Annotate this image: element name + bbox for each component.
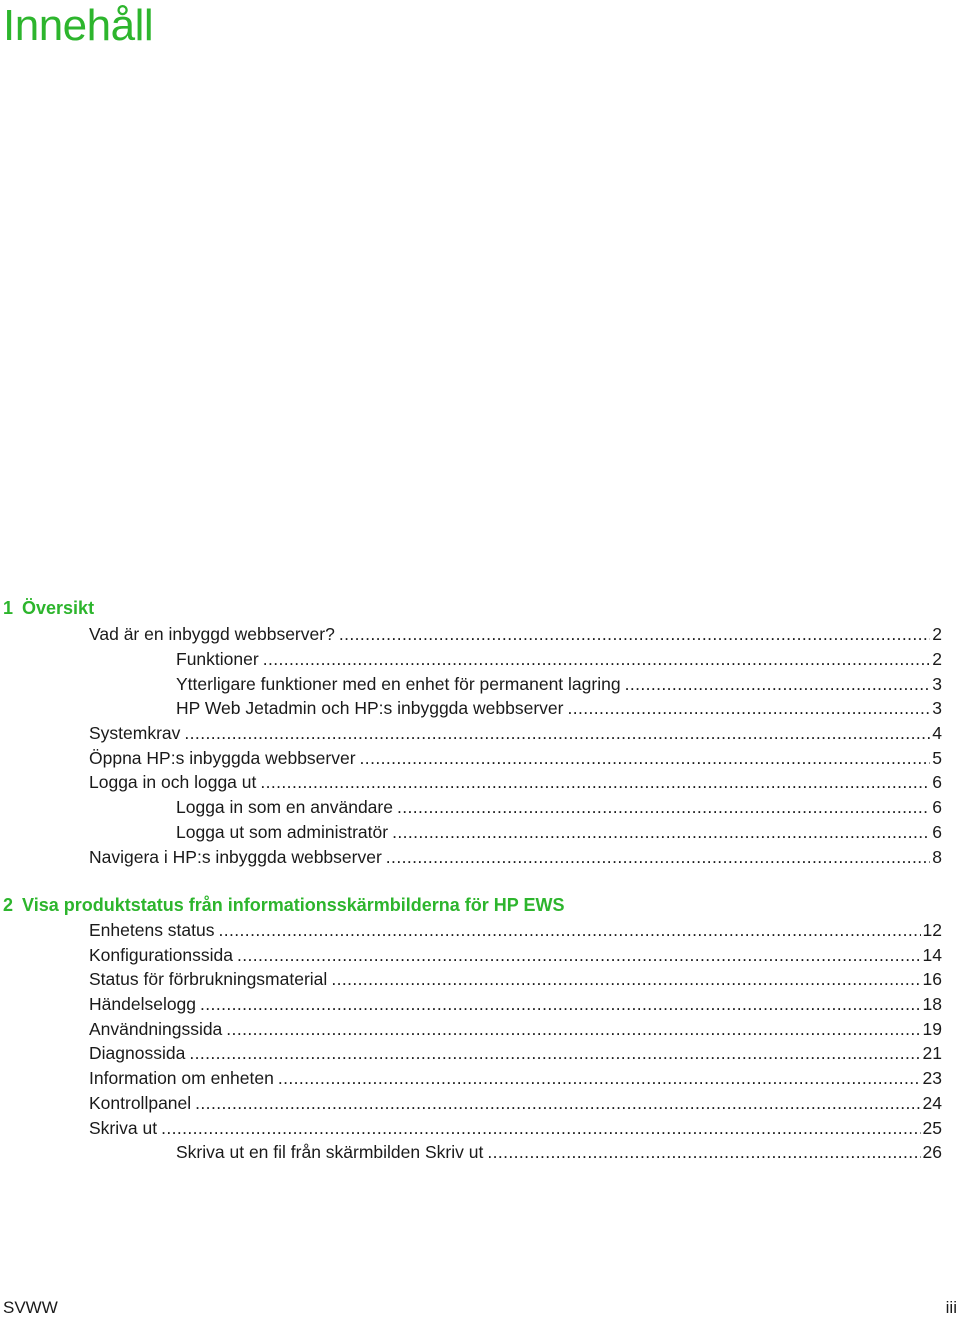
toc-entry-label: HP Web Jetadmin och HP:s inbyggda webbserver [176,698,564,718]
toc-entry[interactable] [176,673,942,695]
toc-entry[interactable] [176,1141,942,1163]
toc-entry[interactable] [89,846,942,868]
toc-page-number: 2 [932,624,942,644]
toc-entry[interactable] [89,919,942,941]
toc-entry[interactable] [89,1117,942,1139]
toc-page-number: 14 [922,945,942,965]
toc-page-number: 18 [922,994,942,1014]
toc-entry-label: Öppna HP:s inbyggda webbserver [89,748,356,768]
toc-entry-label: Systemkrav [89,723,181,743]
chapter-heading[interactable] [3,597,94,619]
toc-entry-label: Ytterligare funktioner med en enhet för permanent lagring [176,674,621,694]
toc-page-number: 4 [932,723,942,743]
toc-entry[interactable] [176,796,942,818]
dot-leader [200,993,921,1015]
chapter-title: Visa produktstatus från informationsskärmbilderna för HP EWS [22,895,565,915]
toc-page-number: 23 [922,1068,942,1088]
dot-leader [189,1042,920,1064]
chapter-number: 1 [3,598,14,618]
toc-entry-label: Skriva ut [89,1118,158,1138]
dot-leader [237,944,921,966]
chapter-title: Översikt [22,598,95,618]
toc-entry-label: Användningssida [89,1019,223,1039]
toc-entry[interactable] [176,821,942,843]
dot-leader [487,1141,920,1163]
dot-leader [339,623,930,645]
toc-entry-label: Logga in och logga ut [89,772,257,792]
toc-entry-label: Vad är en inbyggd webbserver? [89,624,335,644]
dot-leader [260,771,930,793]
toc-page-number: 3 [932,698,942,718]
page-title: Innehåll [3,1,154,50]
dot-leader [360,747,931,769]
toc-page-number: 16 [922,969,942,989]
toc-entry[interactable] [89,747,942,769]
footer-left-label: SVWW [3,1298,58,1317]
toc-entry-label: Konfigurationssida [89,945,233,965]
toc-entry-label: Enhetens status [89,920,215,940]
dot-leader [567,697,930,719]
toc-entry[interactable] [89,944,942,966]
dot-leader [278,1067,921,1089]
dot-leader [263,648,931,670]
toc-page-number: 2 [932,649,942,669]
dot-leader [331,968,920,990]
toc-page-number: 25 [922,1118,942,1138]
toc-page-number: 3 [932,674,942,694]
toc-entry[interactable] [89,993,942,1015]
dot-leader [397,796,930,818]
toc-page-number: 6 [932,772,942,792]
toc-entry[interactable] [89,722,942,744]
chapter-heading[interactable] [3,894,564,916]
toc-page-number: 8 [932,847,942,867]
footer-page-number: iii [945,1298,957,1317]
dot-leader [625,673,931,695]
dot-leader [195,1092,920,1114]
dot-leader [219,919,921,941]
toc-page-number: 21 [922,1043,942,1063]
toc-entry[interactable] [89,1018,942,1040]
toc-entry[interactable] [89,623,942,645]
toc-entry[interactable] [89,1067,942,1089]
dot-leader [161,1117,920,1139]
dot-leader [386,846,930,868]
toc-page-number: 26 [922,1142,942,1162]
dot-leader [392,821,930,843]
toc-entry[interactable] [89,771,942,793]
toc-page-number: 6 [932,797,942,817]
toc-entry-label: Kontrollpanel [89,1093,192,1113]
dot-leader [184,722,930,744]
toc-entry-label: Navigera i HP:s inbyggda webbserver [89,847,382,867]
toc-entry[interactable] [89,1042,942,1064]
toc-page-number: 24 [922,1093,942,1113]
toc-entry-label: Diagnossida [89,1043,186,1063]
toc-entry-label: Skriva ut en fil från skärmbilden Skriv ut [176,1142,484,1162]
toc-entry-label: Logga ut som administratör [176,822,389,842]
toc-entry[interactable] [89,968,942,990]
toc-entry-label: Logga in som en användare [176,797,393,817]
toc-page-number: 12 [922,920,942,940]
toc-entry-label: Information om enheten [89,1068,274,1088]
toc-entry[interactable] [176,697,942,719]
chapter-number: 2 [3,895,14,915]
toc-entry[interactable] [176,648,942,670]
toc-entry[interactable] [89,1092,942,1114]
toc-page-number: 6 [932,822,942,842]
toc-entry-label: Funktioner [176,649,259,669]
dot-leader [226,1018,920,1040]
toc-page-number: 19 [922,1019,942,1039]
toc-entry-label: Status för förbrukningsmaterial [89,969,328,989]
toc-entry-label: Händelselogg [89,994,197,1014]
toc-page-number: 5 [932,748,942,768]
